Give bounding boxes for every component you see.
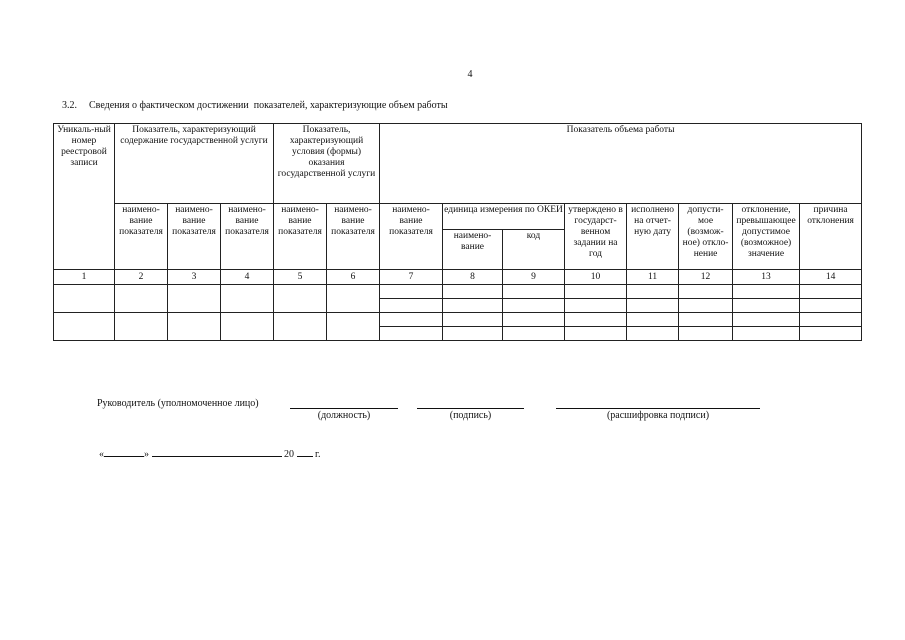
table-cell: [380, 299, 443, 313]
column-number: 13: [733, 270, 800, 285]
year-prefix: 20: [284, 449, 294, 460]
table-cell: [627, 299, 679, 313]
date-line: [99, 447, 320, 460]
column-number: 4: [221, 270, 274, 285]
table-cell: [274, 285, 327, 313]
header-volume-indicator: Показатель объема работы: [380, 124, 862, 204]
header-unit-okei: единица измерения по ОКЕИ: [443, 204, 565, 230]
table-cell: [503, 327, 565, 341]
table-cell: [679, 327, 733, 341]
column-number: 12: [679, 270, 733, 285]
column-number: 7: [380, 270, 443, 285]
table-cell: [327, 313, 380, 341]
table-cell: [627, 285, 679, 299]
column-number: 11: [627, 270, 679, 285]
table-cell: [274, 313, 327, 341]
table-cell: [443, 313, 503, 327]
signature-label: Руководитель (уполномоченное лицо): [97, 398, 259, 409]
header-deviation-reason: причина отклонения: [800, 204, 862, 270]
column-number: 10: [565, 270, 627, 285]
header-approved: утверждено в государст-венном задании на год: [565, 204, 627, 270]
month-blank: [152, 447, 282, 457]
table-cell: [168, 313, 221, 341]
column-number: 14: [800, 270, 862, 285]
table-cell: [800, 313, 862, 327]
table-cell: [380, 327, 443, 341]
header-content-indicator: Показатель, характеризующий содержание государственной услуги: [115, 124, 274, 204]
table-cell: [627, 313, 679, 327]
header-unit-name: наимено-вание: [443, 230, 503, 270]
table-cell: [443, 327, 503, 341]
header-unique-number: Уникаль-ный номер реестровой записи: [54, 124, 115, 270]
table-cell: [679, 299, 733, 313]
table-cell: [679, 313, 733, 327]
table-cell: [733, 285, 800, 299]
table-cell: [115, 285, 168, 313]
column-number: 6: [327, 270, 380, 285]
year-suffix: г.: [315, 449, 321, 460]
header-allowed-deviation: допусти-мое (возмож-ное) откло-нение: [679, 204, 733, 270]
header-executed: исполнено на отчет-ную дату: [627, 204, 679, 270]
table-cell: [380, 313, 443, 327]
table-cell: [733, 327, 800, 341]
table-cell: [115, 313, 168, 341]
header-indicator-name: наимено-вание показателя: [221, 204, 274, 270]
section-title: [62, 100, 448, 111]
table-cell: [800, 327, 862, 341]
header-indicator-name: наимено-вание показателя: [274, 204, 327, 270]
page-number: 4: [467, 69, 473, 80]
position-line: [290, 408, 398, 409]
table-cell: [565, 299, 627, 313]
decoding-caption: (расшифровка подписи): [606, 410, 710, 421]
header-indicator-name: наимено-вание показателя: [327, 204, 380, 270]
table-cell: [733, 313, 800, 327]
table-cell: [221, 313, 274, 341]
table-cell: [54, 313, 115, 341]
table-cell: [565, 327, 627, 341]
column-number: 2: [115, 270, 168, 285]
table-cell: [380, 285, 443, 299]
column-number: 8: [443, 270, 503, 285]
table-cell: [443, 285, 503, 299]
table-cell: [327, 285, 380, 313]
volume-indicators-table: [53, 123, 862, 341]
signature-line: [417, 408, 524, 409]
table-cell: [733, 299, 800, 313]
close-quote: »: [144, 449, 149, 460]
day-blank: [104, 447, 144, 457]
open-quote: «: [99, 449, 104, 460]
year-blank: [297, 447, 313, 457]
table-row: [54, 313, 862, 327]
table-cell: [800, 285, 862, 299]
table-cell: [627, 327, 679, 341]
table-cell: [503, 313, 565, 327]
table-cell: [168, 285, 221, 313]
header-conditions-indicator: Показатель, характеризующий условия (формы) оказания государственной услуги: [274, 124, 380, 204]
table-cell: [565, 313, 627, 327]
section-title-text: Сведения о фактическом достижении показателей, характеризующие объем работы: [89, 100, 448, 111]
position-caption: (должность): [317, 410, 371, 421]
table-cell: [503, 285, 565, 299]
table-cell: [54, 285, 115, 313]
header-unit-code: код: [503, 230, 565, 270]
table-cell: [221, 285, 274, 313]
table-row: [54, 285, 862, 299]
header-indicator-name: наимено-вание показателя: [168, 204, 221, 270]
decoding-line: [556, 408, 760, 409]
table-cell: [800, 299, 862, 313]
header-indicator-name: наимено-вание показателя: [380, 204, 443, 270]
column-number: 5: [274, 270, 327, 285]
column-number: 1: [54, 270, 115, 285]
table-cell: [503, 299, 565, 313]
section-number: 3.2.: [62, 100, 77, 111]
header-indicator-name: наимено-вание показателя: [115, 204, 168, 270]
header-deviation-excess: отклонение, превышающее допустимое (возможное) значение: [733, 204, 800, 270]
table-cell: [443, 299, 503, 313]
column-number: 9: [503, 270, 565, 285]
signature-caption: (подпись): [449, 410, 492, 421]
column-number: 3: [168, 270, 221, 285]
table-cell: [679, 285, 733, 299]
table-cell: [565, 285, 627, 299]
